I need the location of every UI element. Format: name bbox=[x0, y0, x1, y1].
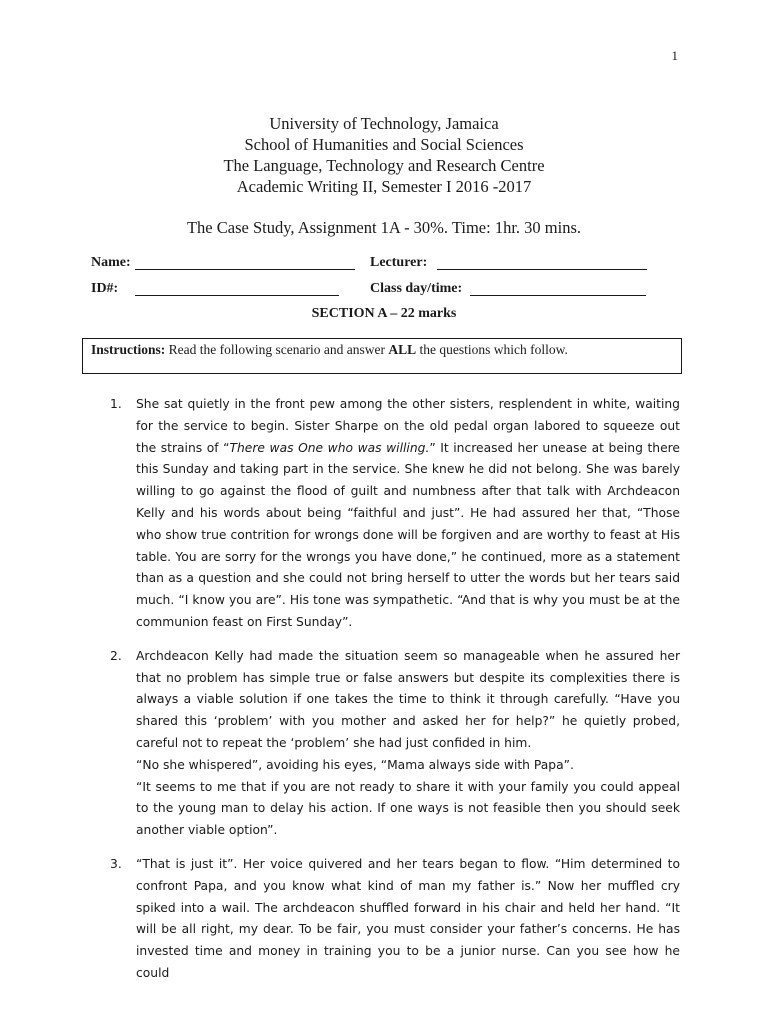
question-number: 1. bbox=[110, 397, 122, 411]
class-time-field[interactable] bbox=[470, 281, 646, 296]
name-label: Name: bbox=[91, 255, 131, 270]
class-time-label: Class day/time: bbox=[370, 281, 463, 296]
hymn-title: There was One who was willing. bbox=[229, 440, 430, 455]
question-text-part: ” It increased her unease at being there this Sunday and taking part in the service. She knew he did not belong. She was barely willing to go against the flood of guilt and numbness after that talk with Archdeacon Kelly and his words about being “faithful and just”. He had assured her that, “Those who show true contrition for wrongs done will be forgiven and are worthy to feast at His table. You are sorry for the wrongs you have done,” he continued, more as a statement than as a question and she could not bring herself to utter the words but her tears said much. “I know you are”. His tone was sympathetic. “And that is why you must be at the communion feast on First Sunday”. bbox=[136, 440, 680, 629]
id-field[interactable] bbox=[135, 281, 339, 296]
lecturer-label: Lecturer: bbox=[370, 255, 428, 270]
instructions-emphasis: ALL bbox=[388, 342, 417, 357]
page-number: 1 bbox=[671, 48, 678, 63]
question-item bbox=[110, 394, 680, 634]
name-field[interactable] bbox=[135, 255, 355, 270]
instructions-label: Instructions: bbox=[91, 342, 166, 357]
course-name: Academic Writing II, Semester I 2016 -2017 bbox=[236, 177, 532, 196]
question-number: 2. bbox=[110, 648, 122, 663]
instructions-text-1: Read the following scenario and answer bbox=[165, 342, 389, 357]
instructions-box bbox=[82, 338, 682, 374]
university-name: University of Technology, Jamaica bbox=[269, 114, 499, 133]
question-item bbox=[110, 646, 680, 842]
question-number: 3. bbox=[110, 856, 122, 871]
assignment-title: The Case Study, Assignment 1A - 30%. Time: 1hr. 30 mins. bbox=[186, 218, 582, 237]
lecturer-field[interactable] bbox=[437, 255, 647, 270]
section-title: SECTION A – 22 marks bbox=[311, 306, 457, 321]
document-header bbox=[0, 113, 768, 197]
id-label: ID#: bbox=[91, 281, 119, 296]
question-text bbox=[136, 394, 680, 634]
question-paragraph: Archdeacon Kelly had made the situation seem so manageable when he assured her that no problem has simple true or false answers but despite its complexities there is always a viable solution if one takes the time to think it through carefully. “Have you shared this ‘problem’ with you mother and asked her for help?” he quietly probed, careful not to repeat the ‘problem’ she had just confided in him. bbox=[136, 648, 680, 750]
question-list bbox=[110, 394, 680, 997]
question-paragraph: “It seems to me that if you are not ready to share it with your family you could appeal to the young man to delay his action. If one ways is not feasible then you should seek another viable option”. bbox=[136, 779, 680, 838]
question-text-part: She sat quietly in the front pew among the other sisters, resplendent in white, waiting for the service to begin. Sister Sharpe on the old pedal organ labored to squeeze out the strains of “ bbox=[136, 397, 680, 455]
question-paragraph: “No she whispered”, avoiding his eyes, “Mama always side with Papa”. bbox=[136, 757, 574, 772]
question-paragraph: “That is just it”. Her voice quivered and her tears began to flow. “Him determined to confront Papa, and you know what kind of man my father is.” Now her muffled cry spiked into a wail. The archdeacon shuffled forward in his chair and held her hand. “It will be all right, my dear. To be fair, you must consider your father’s concerns. He has invested time and money in training you to be a junior nurse. Can you see how he could bbox=[136, 856, 680, 980]
instructions-text-2: the questions which follow. bbox=[416, 342, 568, 357]
centre-name: The Language, Technology and Research Centre bbox=[223, 156, 545, 175]
question-item bbox=[110, 854, 680, 985]
school-name: School of Humanities and Social Sciences bbox=[244, 135, 524, 154]
